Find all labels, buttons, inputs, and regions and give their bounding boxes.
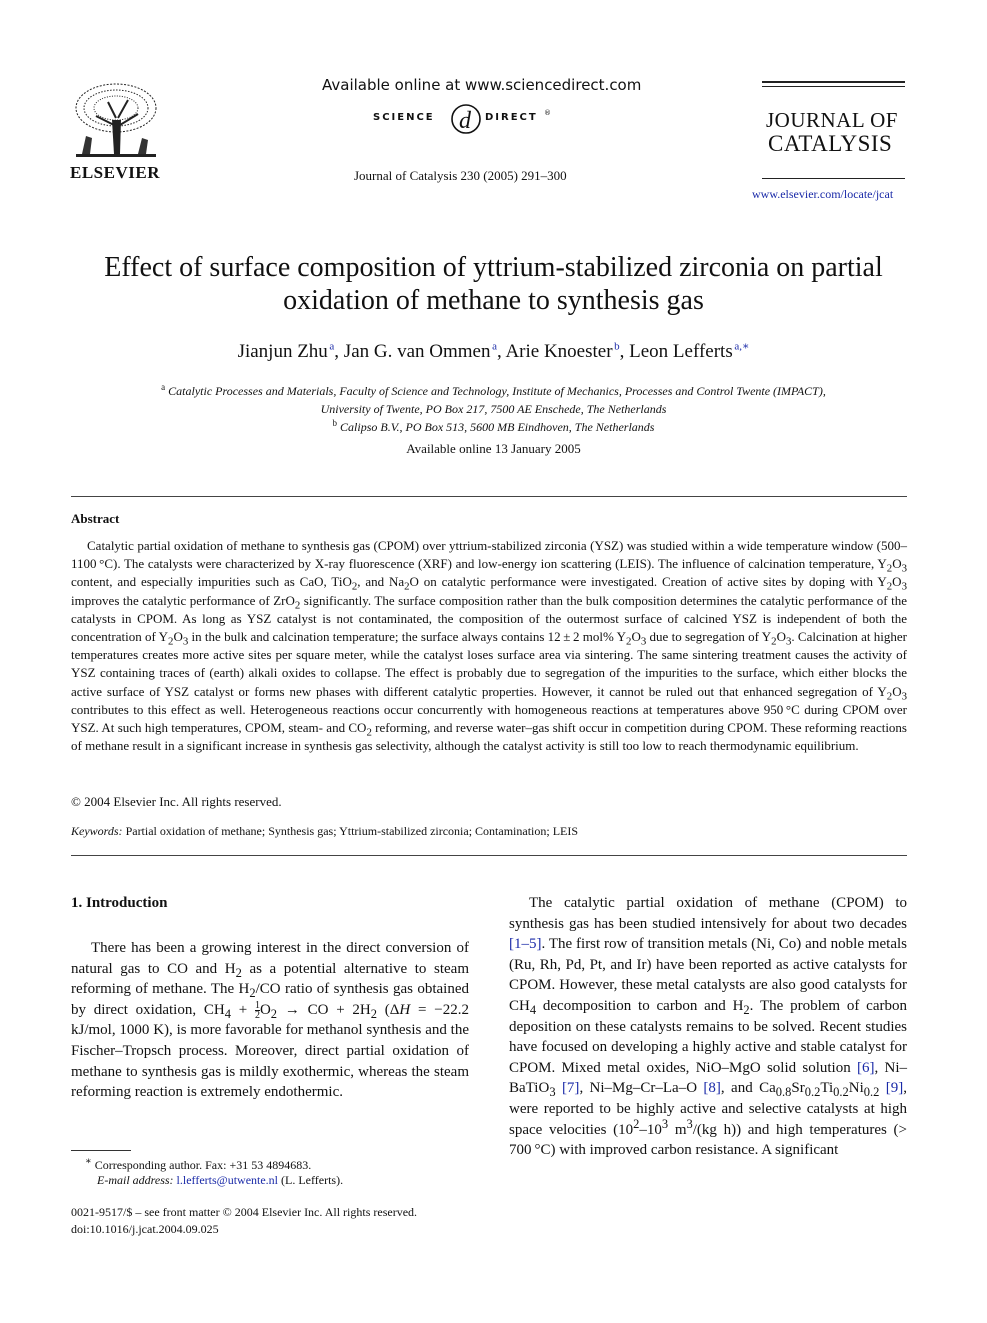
author-name[interactable]: Jianjun Zhu: [237, 341, 328, 362]
author-name[interactable]: Arie Knoester: [505, 341, 613, 362]
author-affil-marker[interactable]: a: [492, 340, 497, 353]
svg-text:d: d: [459, 108, 471, 134]
publisher-name: ELSEVIER: [70, 163, 160, 182]
intro-paragraph-left: There has been a growing interest in the direct conversion of natural gas to CO and $H_2$ as a potential alternative to steam reforming of methane. The $H_2/CO$ ratio of synthesis gas obtained by direct oxidation, $CH_4$ + $\frac{1}{2}$ $O_2$ → CO + $2H_2$ (ΔH = −22.2 kJ/mol, 1000 K), is more favorable for methanol synthesis and the Fischer–Tropsch process. Moreover, direct partial oxidation of methane to synthesis gas is mildly exothermic, whereas the steam reforming reaction is extremely endothermic.: [71, 940, 470, 1101]
abstract-body: Catalytic partial oxidation of methane to synthesis gas (CPOM) over yttrium-stabilized zirconia (YSZ) was studied within a wide temperature window (500–1100 °C). The catalysts were characterized by X-ray fluorescence (XRF) and low-energy ion scattering (LEIS). The influence of calcination temperature, $Y_2O_3$ content, and especially impurities such as CaO, TiO$_2$, and $Na_2O$ on catalytic performance were investigated. Creation of active sites by doping with $Y_2O_3$ improves the catalytic performance of ZrO$_2$ significantly. The surface composition rather than the bulk composition determines the catalytic performance of the catalysts in CPOM. As long as YSZ catalyst is not contaminated, the composition of the outermost surface of calcined YSZ is independent of both the concentration of $Y_2O_3$ in the bulk and calcination temperature; the surface always contains 12 ± 2 mol% $Y_2O_3$ due to segregation of $Y_2O_3$. Calcination at higher temperatures creates more active sites per square meter, while the catalyst loses surface area via sintering. The same sintering treatment causes the activity of YSZ containing traces of (earth) alkali oxides to collapse. The effect is probably due to segregation of the impurities to the surface, which either blocks the active surface of YSZ catalyst or forms new phases with different catalytic properties. However, it cannot be ruled out that enhanced segregation of $Y_2O_3$ contributes to this effect as well. Heterogeneous reactions occur concurrently with homogeneous reactions at temperatures above 950 °C during CPOM over YSZ. At such high temperatures, CPOM, steam- and $CO_2$ reforming, and reverse water–gas shift occur in competition during CPOM. These reforming reactions of methane result in a significant increase in synthesis gas selectivity, although the catalyst activity is still too low to reach thermodynamic equilibrium.: [71, 538, 907, 754]
abstract-copyright: © 2004 Elsevier Inc. All rights reserved.: [71, 794, 282, 809]
abstract-rule-bottom: [71, 855, 907, 856]
abstract-rule-top: [71, 496, 907, 497]
journal-title-line2: CATALYSIS: [768, 131, 893, 156]
footnote-rule: [71, 1150, 131, 1151]
citation-link[interactable]: [9]: [885, 1080, 904, 1097]
intro-paragraph-right: The catalytic partial oxidation of methane (CPOM) to synthesis gas has been studied intensively for about two decades [1–5]. The first row of transition metals (Ni, Co) and noble metals (Ru, Rh, Pd, Pt, and Ir) have been reported as active catalysts for CPOM. However, these metal catalysts are also good catalysts for $CH_4$ decomposition to carbon and $H_2$. The problem of carbon deposition on these catalysts remains to be solved. Recent studies have focused on developing a highly active and stable catalyst for CPOM. Mixed metal oxides, NiO–MgO solid solution [6], Ni–BaTiO$_3$ [7], Ni–Mg–Cr–La–O [8], and $Ca_{0.8}Sr_{0.2}Ti_{0.2}Ni_{0.2}$ [9], were reported to be highly active and selective catalysts at high space velocities ($10^2-10^3$ $m^3/(kg$ h)) and high temperatures (> 700 °C) with improved carbon resistance. A significant: [509, 895, 908, 1159]
email-label: E-mail address:: [97, 1173, 174, 1187]
author-name[interactable]: Leon Lefferts: [629, 341, 733, 362]
journal-url-link[interactable]: www.elsevier.com/locate/jcat: [752, 187, 894, 201]
affil-a-line1: Catalytic Processes and Materials, Faculty of Science and Technology, Institute of Mechanics, Processes and Control Twente (IMPACT),: [168, 384, 826, 398]
available-online-url[interactable]: Available online at www.sciencedirect.com: [322, 76, 642, 94]
author-affil-marker[interactable]: a,∗: [734, 340, 750, 353]
available-online-date: Available online 13 January 2005: [406, 441, 581, 456]
elsevier-tree-logo: [68, 80, 162, 160]
journal-title-line1: JOURNAL OF: [766, 108, 898, 132]
sd-right-word: DIRECT: [485, 112, 538, 123]
affil-marker-a: a: [161, 382, 166, 392]
affil-a-line2: University of Twente, PO Box 217, 7500 AE Enschede, The Netherlands: [320, 402, 667, 416]
journal-rule-bottom: [762, 178, 905, 179]
email-note: [97, 1173, 343, 1188]
author-affil-marker[interactable]: a: [329, 340, 335, 353]
email-link[interactable]: l.lefferts@utwente.nl: [176, 1173, 279, 1187]
title-line2: oxidation of methane to synthesis gas: [283, 285, 704, 316]
citation-link[interactable]: [7]: [561, 1080, 580, 1097]
article-title: [60, 251, 927, 317]
author-affil-marker[interactable]: b: [614, 340, 620, 353]
keywords-line: [71, 824, 907, 839]
citation-link[interactable]: [6]: [856, 1059, 875, 1076]
abstract-heading: Abstract: [71, 511, 120, 526]
doi-line[interactable]: doi:10.1016/j.jcat.2004.09.025: [71, 1222, 219, 1236]
affil-marker-b: b: [332, 418, 338, 428]
corresponding-author-note: [85, 1157, 311, 1173]
author-list: Jianjun Zhu $^a$, Jan G. van Ommen $^a$, Arie Knoester $^b$, Leon Lefferts $^{a,∗}$: [237, 340, 750, 362]
sd-left-word: SCIENCE: [373, 112, 435, 123]
citation-link[interactable]: [8]: [703, 1080, 721, 1097]
issn-block: [71, 1204, 417, 1238]
issn-line: 0021-9517/$ – see front matter © 2004 Elsevier Inc. All rights reserved.: [71, 1205, 418, 1219]
keywords-text: Partial oxidation of methane; Synthesis gas; Yttrium-stabilized zirconia; Contamination; LEIS: [125, 824, 579, 838]
affil-b-text: Calipso B.V., PO Box 513, 5600 MB Eindhoven, The Netherlands: [340, 420, 655, 434]
citation-link[interactable]: [1–5]: [509, 936, 542, 953]
sd-trademark: ®: [544, 109, 551, 117]
title-line1: Effect of surface composition of yttrium-stabilized zirconia on partial: [104, 252, 883, 283]
journal-reference: Journal of Catalysis 230 (2005) 291–300: [354, 168, 567, 183]
affiliation-a: [60, 382, 927, 418]
footnote-star: ∗: [85, 1156, 92, 1167]
section-heading-introduction: 1. Introduction: [71, 895, 168, 911]
sciencedirect-logo: [373, 104, 553, 138]
keywords-label: Keywords:: [71, 824, 123, 838]
affiliation-b: [60, 418, 927, 436]
sd-d-icon: [449, 102, 483, 141]
author-name[interactable]: Jan G. van Ommen: [343, 341, 491, 362]
journal-rule-top-thin: [762, 86, 905, 87]
email-suffix: (L. Lefferts).: [281, 1173, 344, 1187]
journal-rule-top: [762, 81, 905, 83]
corresponding-text: Corresponding author. Fax: +31 53 4894683.: [94, 1158, 312, 1172]
